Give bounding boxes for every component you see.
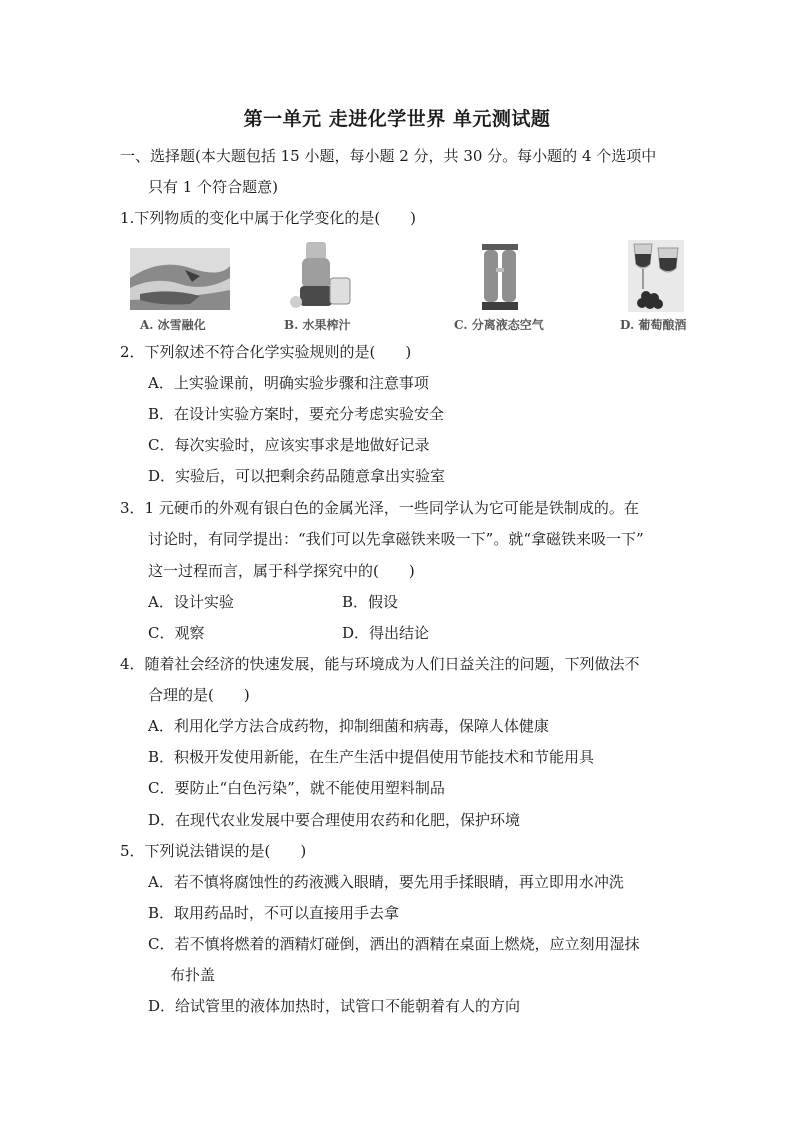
wine-glass-grapes-photo xyxy=(628,240,684,312)
q5-option-a: A．若不慎将腐蚀性的药液溅入眼睛，要先用手揉眼睛，再立即用水冲洗 xyxy=(148,873,624,891)
q3-option-a: A．设计实验 xyxy=(148,593,234,611)
section-heading: 一、选择题(本大题包括 15 小题，每小题 2 分，共 30 分。每小题的 4 个选项中 xyxy=(120,147,657,165)
q4-option-a: A．利用化学方法合成药物，抑制细菌和病毒，保障人体健康 xyxy=(148,717,549,735)
q5-option-d: D．给试管里的液体加热时，试管口不能朝着有人的方向 xyxy=(148,997,521,1015)
juicer-photo xyxy=(290,240,356,312)
q4-option-b: B．积极开发使用新能，在生产生活中提倡使用节能技术和节能用具 xyxy=(148,748,595,766)
question-3-stem-cont2: 这一过程而言，属于科学探究中的( ) xyxy=(148,562,415,580)
question-3-stem: 3．1 元硬币的外观有银白色的金属光泽，一些同学认为它可能是铁制成的。在 xyxy=(120,499,639,517)
question-4-stem: 4．随着社会经济的快速发展，能与环境成为人们日益关注的问题，下列做法不 xyxy=(120,655,640,673)
caption-b: B. 水果榨汁 xyxy=(284,318,351,332)
question-4-stem-cont: 合理的是( ) xyxy=(148,686,250,704)
caption-a: A. 冰雪融化 xyxy=(140,318,206,332)
q5-option-b: B．取用药品时，不可以直接用手去拿 xyxy=(148,904,400,922)
air-separation-device-photo xyxy=(478,240,522,312)
q5-option-c-cont: 布扑盖 xyxy=(170,966,216,984)
q5-option-c: C．若不慎将燃着的酒精灯碰倒，洒出的酒精在桌面上燃烧，应立刻用湿抹 xyxy=(148,935,640,953)
q2-option-d: D．实验后，可以把剩余药品随意拿出实验室 xyxy=(148,467,446,485)
section-heading-cont: 只有 1 个符合题意) xyxy=(148,178,278,196)
q3-option-d: D．得出结论 xyxy=(342,624,430,642)
q4-option-c: C．要防止“白色污染”，就不能使用塑料制品 xyxy=(148,779,445,797)
question-1-stem: 1.下列物质的变化中属于化学变化的是( ) xyxy=(120,209,417,227)
question-3-stem-cont: 讨论时，有同学提出：“我们可以先拿磁铁来吸一下”。就“拿磁铁来吸一下” xyxy=(148,530,644,548)
q4-option-d: D．在现代农业发展中要合理使用农药和化肥，保护环境 xyxy=(148,811,521,829)
q3-option-b: B．假设 xyxy=(342,593,399,611)
caption-d: D. 葡萄酿酒 xyxy=(620,318,687,332)
question-5-stem: 5．下列说法错误的是( ) xyxy=(120,842,307,860)
melting-ice-photo xyxy=(130,248,230,310)
q2-option-b: B．在设计实验方案时，要充分考虑实验安全 xyxy=(148,405,445,423)
q2-option-a: A．上实验课前，明确实验步骤和注意事项 xyxy=(148,374,429,392)
caption-c: C. 分离液态空气 xyxy=(454,318,544,332)
q3-option-c: C．观察 xyxy=(148,624,205,642)
page-title: 第一单元 走进化学世界 单元测试题 xyxy=(243,108,551,130)
question-2-stem: 2．下列叙述不符合化学实验规则的是( ) xyxy=(120,343,412,361)
q2-option-c: C．每次实验时，应该实事求是地做好记录 xyxy=(148,436,430,454)
